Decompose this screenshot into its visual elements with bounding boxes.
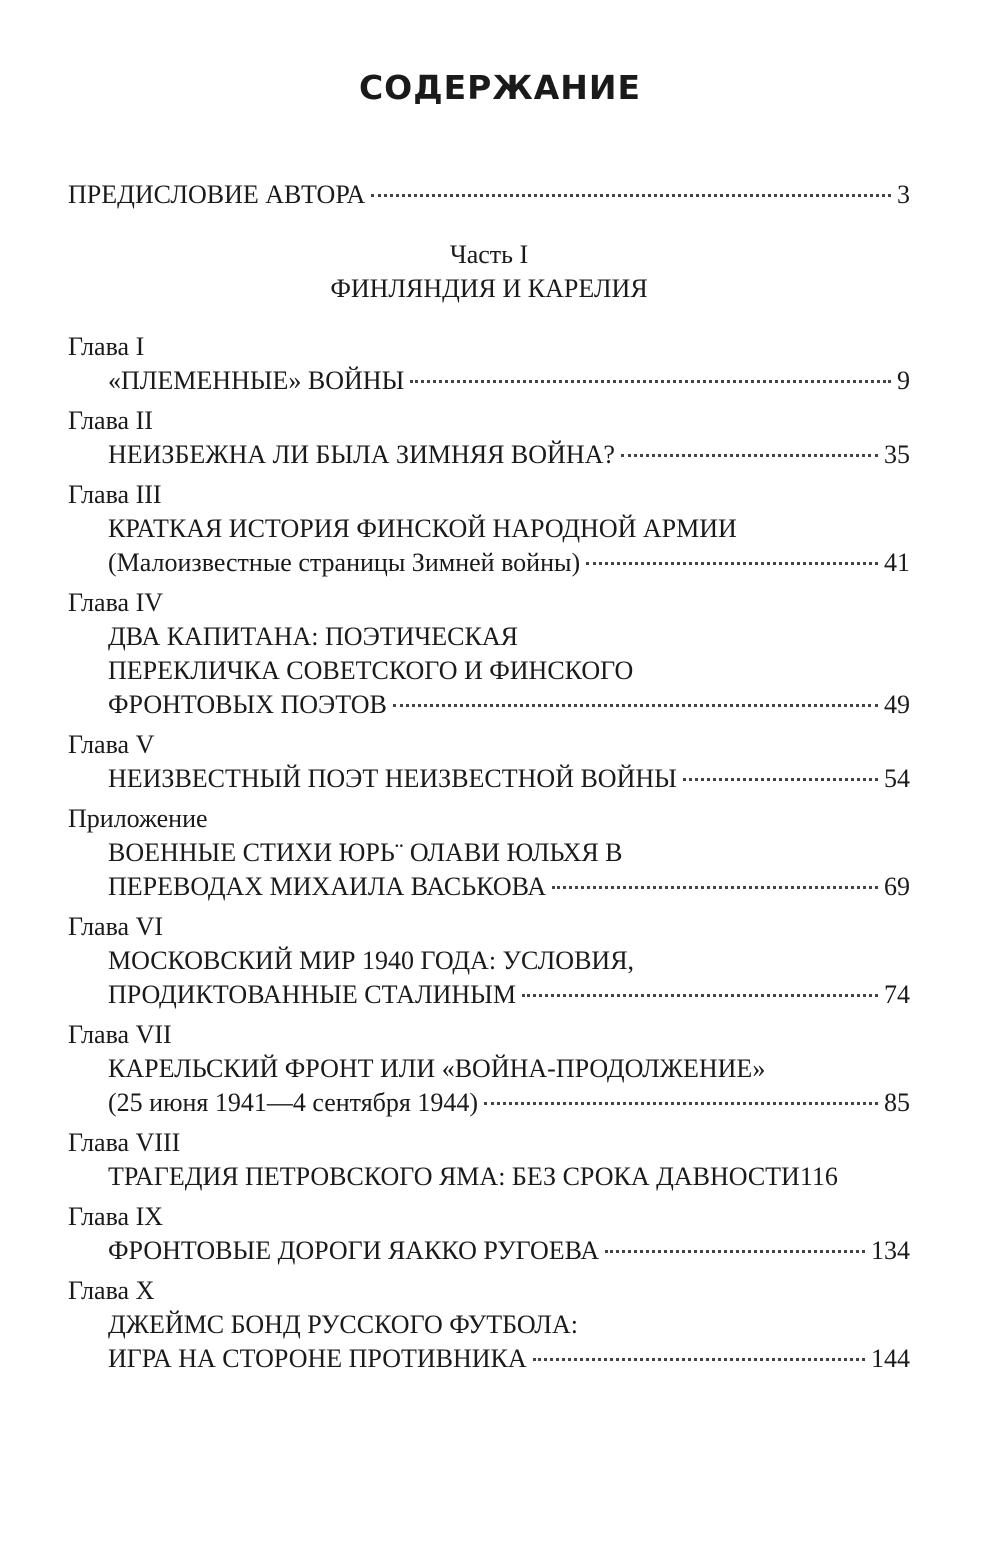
page-number: 74	[884, 980, 910, 1009]
toc-preface	[68, 178, 910, 212]
chapter-title: НЕИЗБЕЖНА ЛИ БЫЛА ЗИМНЯЯ ВОЙНА?	[108, 440, 615, 469]
dot-leader	[371, 194, 891, 197]
dot-leader	[522, 994, 878, 997]
chapter-title-block	[68, 1308, 910, 1376]
page-number: 49	[884, 690, 910, 719]
chapter-label: Глава IX	[68, 1202, 163, 1231]
chapter-title-block	[68, 762, 910, 796]
dot-leader	[621, 454, 878, 457]
chapter-title-last-line	[108, 1086, 910, 1120]
chapter-title-line: КАРЕЛЬСКИЙ ФРОНТ ИЛИ «ВОЙНА-ПРОДОЛЖЕНИЕ»	[108, 1054, 766, 1083]
page-number: 35	[884, 440, 910, 469]
chapter-title-last-line	[108, 762, 910, 796]
toc-entry	[68, 330, 910, 398]
page-number: 9	[897, 366, 910, 395]
chapter-label: Глава I	[68, 332, 145, 361]
chapter-title: ТРАГЕДИЯ ПЕТРОВСКОГО ЯМА: БЕЗ СРОКА ДАВНОСТИ	[108, 1162, 800, 1191]
chapter-title-last-line	[108, 1234, 910, 1268]
page-number: 144	[871, 1344, 910, 1373]
chapter-label: Глава II	[68, 406, 153, 435]
preface-title: ПРЕДИСЛОВИЕ АВТОРА	[68, 180, 366, 209]
part-title: ФИНЛЯНДИЯ И КАРЕЛИЯ	[330, 274, 648, 303]
chapter-title-last-line	[108, 364, 910, 398]
chapter-title-last-line	[108, 1342, 910, 1376]
chapter-title-line: ПЕРЕКЛИЧКА СОВЕТСКОГО И ФИНСКОГО	[108, 656, 634, 685]
chapter-title-line: КРАТКАЯ ИСТОРИЯ ФИНСКОЙ НАРОДНОЙ АРМИИ	[108, 514, 737, 543]
chapter-title-block	[68, 512, 910, 580]
chapter-title-line: МОСКОВСКИЙ МИР 1940 ГОДА: УСЛОВИЯ,	[108, 946, 635, 975]
toc-entry	[68, 1018, 910, 1120]
part-label: Часть I	[449, 240, 529, 269]
chapter-title: ПЕРЕВОДАХ МИХАИЛА ВАСЬКОВА	[108, 872, 547, 901]
toc-entry	[68, 404, 910, 472]
chapter-title-last-line	[108, 546, 910, 580]
chapter-title-block	[68, 1234, 910, 1268]
chapter-label: Глава VII	[68, 1020, 172, 1049]
chapter-title: ФРОНТОВЫХ ПОЭТОВ	[108, 690, 387, 719]
chapter-title-block	[68, 1160, 910, 1194]
dot-leader	[484, 1102, 878, 1105]
chapter-title-last-line	[108, 438, 910, 472]
toc-entry	[68, 910, 910, 1012]
chapter-label: Глава VIII	[68, 1128, 181, 1157]
chapter-title-last-line	[108, 688, 910, 722]
page-number: 85	[884, 1088, 910, 1117]
chapter-label: Глава III	[68, 480, 162, 509]
chapter-title-block	[68, 620, 910, 722]
page-number: 54	[884, 764, 910, 793]
chapter-title-last-line	[108, 978, 910, 1012]
toc-entry	[68, 802, 910, 904]
chapter-title-last-line	[108, 870, 910, 904]
chapter-title-last-line	[108, 1160, 910, 1194]
page-number: 134	[871, 1236, 910, 1265]
page-number: 116	[799, 1162, 838, 1191]
dot-leader	[605, 1250, 865, 1253]
chapter-label: Глава V	[68, 730, 155, 759]
dot-leader	[586, 562, 878, 565]
dot-leader	[533, 1358, 865, 1361]
toc-entry	[68, 586, 910, 722]
toc-entry	[68, 1274, 910, 1376]
chapter-list	[68, 330, 910, 1376]
toc-entry	[68, 478, 910, 580]
toc-entry	[68, 1126, 910, 1194]
chapter-title-block	[68, 944, 910, 1012]
chapter-title-line: ВОЕННЫЕ СТИХИ ЮРЬ¨ ОЛАВИ ЮЛЬХЯ В	[108, 838, 623, 867]
preface-page: 3	[897, 180, 910, 209]
chapter-title: (25 июня 1941—4 сентября 1944)	[108, 1088, 479, 1117]
page-number: 69	[884, 872, 910, 901]
chapter-title: НЕИЗВЕСТНЫЙ ПОЭТ НЕИЗВЕСТНОЙ ВОЙНЫ	[108, 764, 677, 793]
chapter-title: ИГРА НА СТОРОНЕ ПРОТИВНИКА	[108, 1344, 527, 1373]
chapter-title-block	[68, 1052, 910, 1120]
dot-leader	[683, 778, 878, 781]
chapter-label: Приложение	[68, 804, 208, 833]
chapter-label: Глава VI	[68, 912, 163, 941]
page-number: 41	[884, 548, 910, 577]
page-title: СОДЕРЖАНИЕ	[358, 68, 642, 107]
toc-entry	[68, 728, 910, 796]
table-of-contents	[68, 178, 910, 1382]
chapter-title-block	[68, 836, 910, 904]
chapter-label: Глава IV	[68, 588, 163, 617]
chapter-label: Глава X	[68, 1276, 155, 1305]
dot-leader	[410, 380, 891, 383]
chapter-title: (Малоизвестные страницы Зимней войны)	[108, 548, 581, 577]
dot-leader	[552, 886, 878, 889]
chapter-title: «ПЛЕМЕННЫЕ» ВОЙНЫ	[108, 366, 405, 395]
chapter-title-block	[68, 364, 910, 398]
toc-entry	[68, 1200, 910, 1268]
chapter-title: ПРОДИКТОВАННЫЕ СТАЛИНЫМ	[108, 980, 516, 1009]
chapter-title-line: ДЖЕЙМС БОНД РУССКОГО ФУТБОЛА:	[108, 1310, 578, 1339]
chapter-title: ФРОНТОВЫЕ ДОРОГИ ЯАККО РУГОЕВА	[108, 1236, 600, 1265]
chapter-title-line: ДВА КАПИТАНА: ПОЭТИЧЕСКАЯ	[108, 622, 518, 651]
dot-leader	[393, 704, 878, 707]
chapter-title-block	[68, 438, 910, 472]
